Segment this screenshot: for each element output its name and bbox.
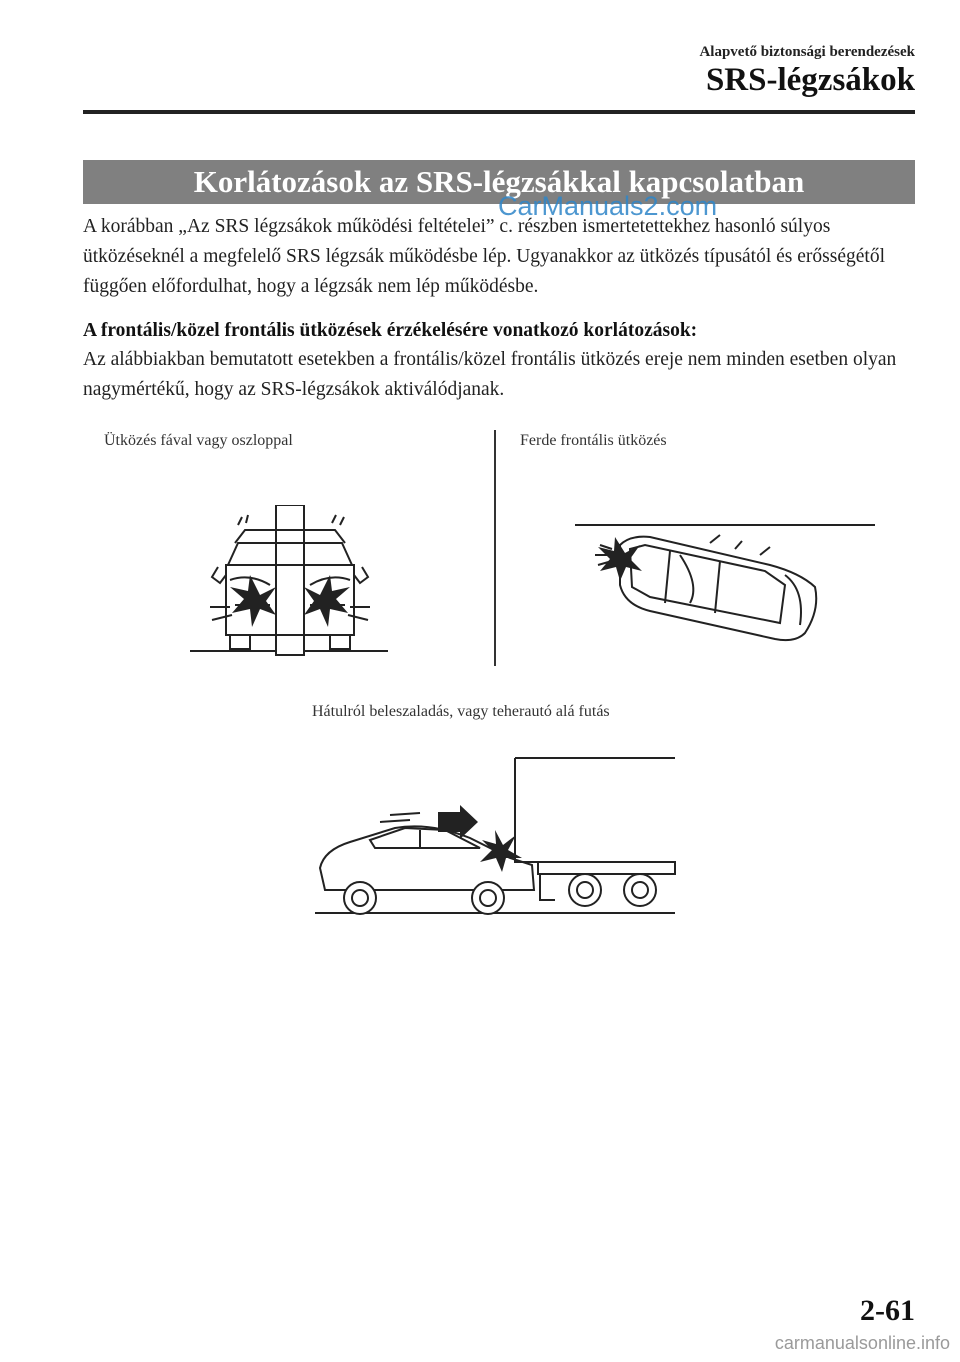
illustration-divider bbox=[494, 430, 496, 666]
underride-collision-illustration bbox=[310, 750, 680, 920]
header-subtitle: Alapvető biztonsági berendezések bbox=[699, 44, 915, 60]
section-title-bar: Korlátozások az SRS-légzsákkal kapcsolatban bbox=[83, 160, 915, 204]
footer-site: carmanualsonline.info bbox=[774, 1333, 950, 1353]
header-title: SRS-légzsákok bbox=[705, 62, 915, 98]
pole-collision-illustration bbox=[190, 505, 390, 660]
intro-paragraph: A korábban „Az SRS légzsákok működési feltételei” c. részben ismertetettekhez hasonló súlyos ütközéseknél a megfelelő SRS légzsák működésbe lép. Ugyanakkor az ütközés típusától és erősségétől függően előfordulhat, hogy a légzsák nem lép működésbe. bbox=[83, 216, 885, 297]
caption-pole: Ütközés fával vagy oszloppal bbox=[104, 432, 293, 449]
sub-paragraph: Az alábbiakban bemutatott esetekben a frontális/közel frontális ütközés ereje nem minden esetben olyan nagymértékű, hogy az SRS-légzsákok aktiválódjanak. bbox=[83, 349, 897, 400]
page-number: 2-61 bbox=[860, 1294, 915, 1327]
watermark: CarManuals2.com bbox=[498, 191, 718, 221]
caption-truck: Hátulról beleszaladás, vagy teherautó alá futás bbox=[312, 703, 610, 720]
caption-oblique: Ferde frontális ütközés bbox=[520, 432, 667, 449]
subheading: A frontális/közel frontális ütközések érzékelésére vonatkozó korlátozások: bbox=[83, 320, 698, 341]
header-rule bbox=[83, 110, 915, 114]
oblique-collision-illustration bbox=[570, 515, 880, 655]
